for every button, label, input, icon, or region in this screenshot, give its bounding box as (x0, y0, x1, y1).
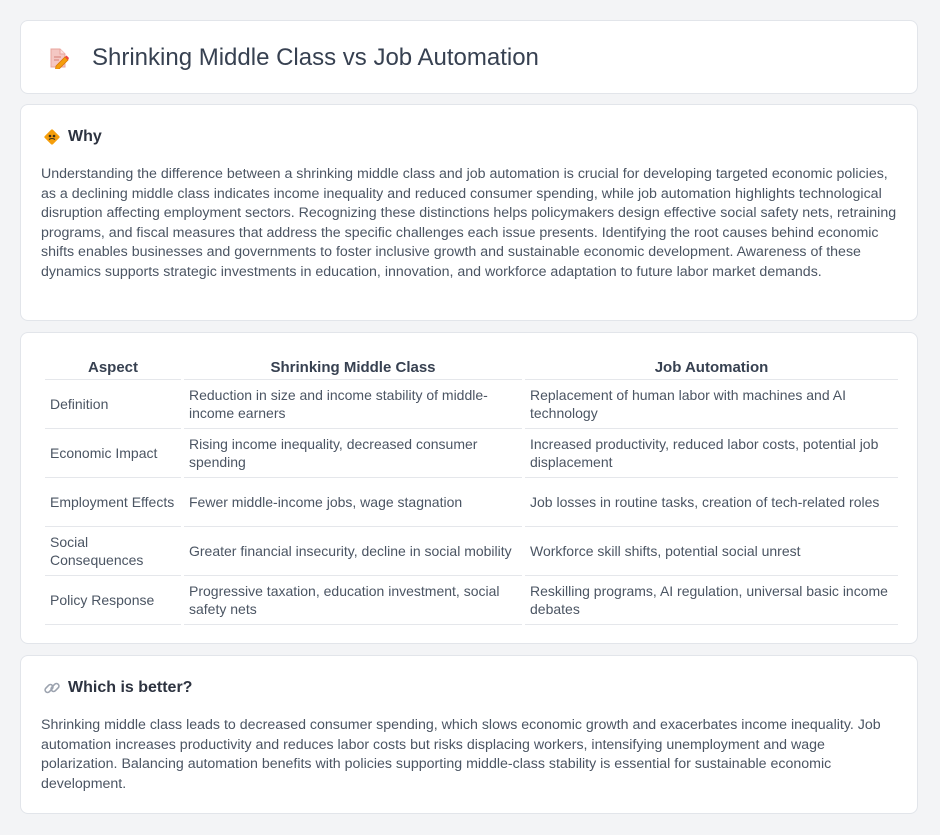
why-text: Understanding the difference between a shrinking middle class and job automation is crucial for developing targeted economic policies, as a declining middle class indicates income inequality and reduced consumer spending, while job automation highlights technological disruption affecting employment sectors. Recognizing these distinctions helps policymakers design effective social safety nets, retraining programs, and fiscal measures that address the specific challenges each issue presents. Identifying the root causes behind economic shifts enables businesses and governments to foster inclusive growth and sustainable economic development. Awareness of these dynamics supports strategic investments in education, innovation, and workforce adaptation to future labor market demands. (41, 166, 897, 280)
column-header: Shrinking Middle Class (184, 355, 522, 380)
table-row (45, 380, 898, 429)
table-header-row (45, 355, 898, 380)
title-card (20, 20, 918, 94)
column-header: Job Automation (525, 355, 898, 380)
automation-cell: Reskilling programs, AI regulation, universal basic income debates (525, 576, 898, 625)
better-section (20, 655, 918, 814)
aspect-cell: Employment Effects (45, 478, 181, 527)
aspect-cell: Policy Response (45, 576, 181, 625)
aspect-cell: Definition (45, 380, 181, 429)
better-text: Shrinking middle class leads to decreased consumer spending, which slows economic growth and exacerbates income inequality. Job automation increases productivity and reduces labor costs but risks displacing workers, intensifying unemployment and wage polarization. Balancing automation benefits with policies supporting middle-class stability is essential for sustainable economic development. (41, 717, 881, 792)
table-row (45, 429, 898, 478)
diamond-sign-icon (43, 128, 61, 146)
aspect-cell: Social Consequences (45, 527, 181, 576)
middle-class-cell: Rising income inequality, decreased consumer spending (184, 429, 522, 478)
table-row (45, 576, 898, 625)
better-heading (43, 678, 192, 698)
middle-class-cell: Greater financial insecurity, decline in social mobility (184, 527, 522, 576)
document-pencil-icon (47, 47, 69, 69)
page-title: Shrinking Middle Class vs Job Automation (92, 44, 539, 71)
automation-cell: Increased productivity, reduced labor costs, potential job displacement (525, 429, 898, 478)
automation-cell: Replacement of human labor with machines and AI technology (525, 380, 898, 429)
why-heading (43, 127, 102, 147)
comparison-section (20, 332, 918, 644)
comparison-table (42, 355, 901, 625)
middle-class-cell: Fewer middle-income jobs, wage stagnation (184, 478, 522, 527)
table-row (45, 527, 898, 576)
middle-class-cell: Progressive taxation, education investment, social safety nets (184, 576, 522, 625)
automation-cell: Workforce skill shifts, potential social unrest (525, 527, 898, 576)
automation-cell: Job losses in routine tasks, creation of tech-related roles (525, 478, 898, 527)
link-icon (43, 679, 61, 697)
aspect-cell: Economic Impact (45, 429, 181, 478)
better-title: Which is better? (68, 679, 193, 696)
middle-class-cell: Reduction in size and income stability of middle-income earners (184, 380, 522, 429)
why-title: Why (68, 128, 102, 145)
why-section (20, 104, 918, 321)
table-row (45, 478, 898, 527)
column-header: Aspect (45, 355, 181, 380)
